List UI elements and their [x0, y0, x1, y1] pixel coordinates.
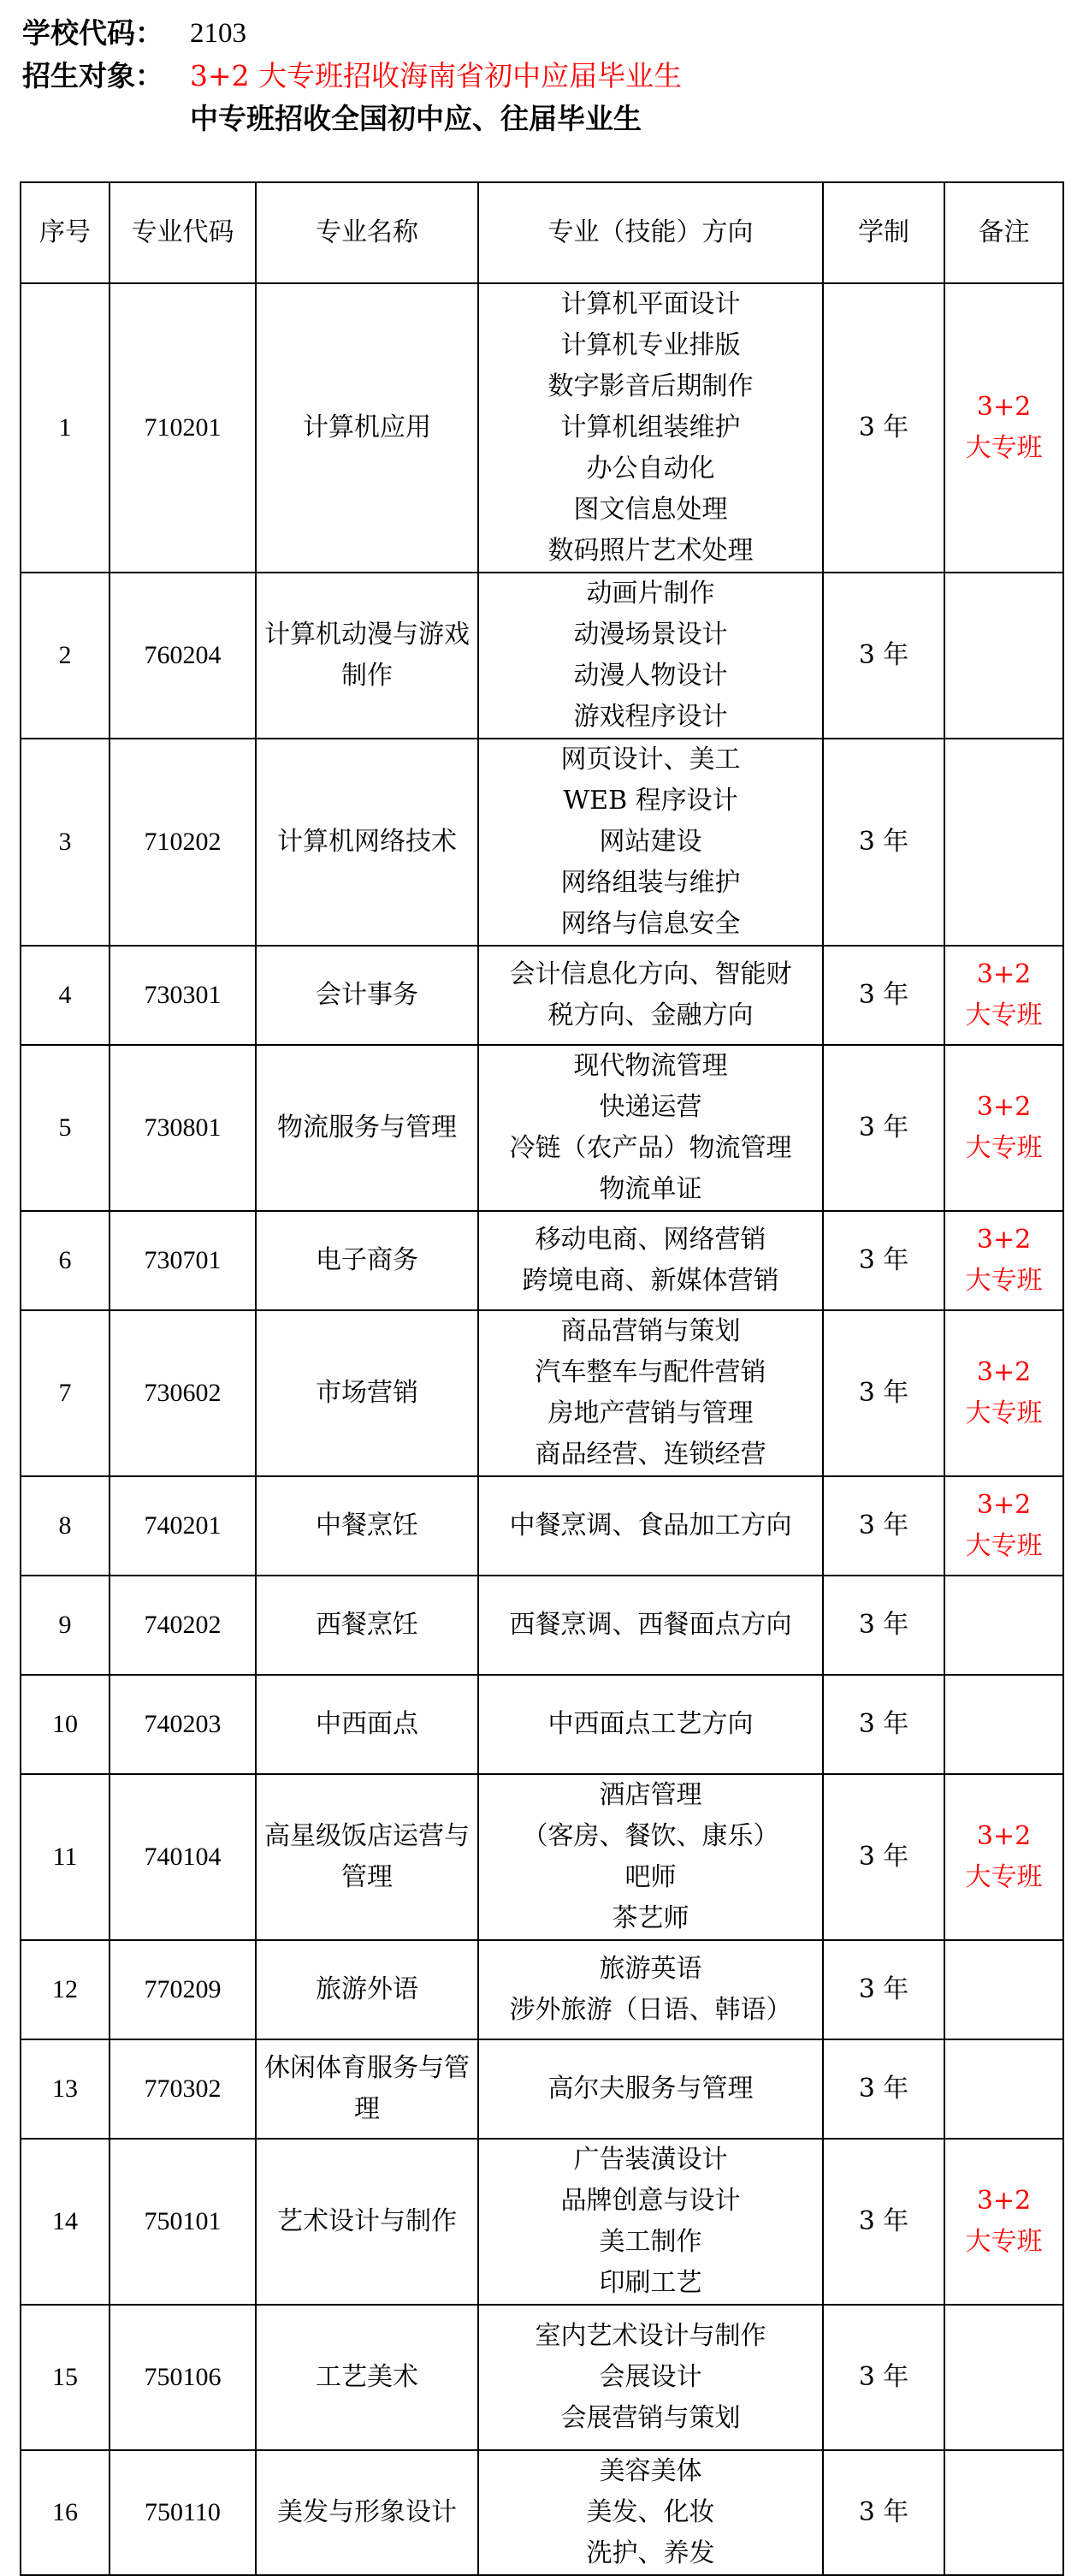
direction-line: 图文信息处理: [573, 495, 728, 525]
table-row: [21, 1940, 1063, 2039]
table-row: [21, 283, 1063, 573]
direction-line: 快递运营: [599, 1092, 702, 1122]
direction-line: 洗护、养发: [586, 2538, 715, 2568]
header-direction: 专业（技能）方向: [478, 182, 823, 283]
cell-no: 13: [21, 2039, 109, 2139]
cell-directions: [478, 573, 823, 739]
target-label: 招生对象：: [22, 59, 163, 92]
cell-duration: 3 年: [823, 2305, 944, 2450]
cell-directions: [478, 1476, 823, 1576]
header-duration: 学制: [823, 182, 944, 283]
cell-duration: 3 年: [823, 1045, 944, 1211]
direction-line: 数字影音后期制作: [547, 371, 754, 401]
direction-line: 吧师: [624, 1862, 677, 1892]
cell-code: 730301: [109, 946, 256, 1045]
cell-directions: [478, 1211, 823, 1310]
direction-line: 网络组装与维护: [560, 868, 741, 898]
school-code-label: 学校代码：: [22, 16, 163, 50]
direction-line: 游戏程序设计: [573, 702, 728, 732]
cell-code: 710201: [109, 283, 256, 573]
cell-directions: [478, 2139, 823, 2305]
cell-name: 旅游外语: [256, 1940, 478, 2039]
direction-line: 计算机平面设计: [560, 289, 741, 319]
target-line-2: 中专班招收全国初中应、往届毕业生: [190, 102, 642, 135]
direction-line: 广告装潢设计: [573, 2145, 728, 2175]
table-row: [21, 1211, 1063, 1310]
cell-duration: 3 年: [823, 739, 944, 946]
note-line: 大专班: [965, 1000, 1043, 1030]
cell-note: [944, 1476, 1063, 1576]
cell-note: [944, 2450, 1063, 2575]
cell-directions: [478, 739, 823, 946]
cell-code: 740202: [109, 1576, 256, 1675]
cell-code: 750110: [109, 2450, 256, 2575]
direction-line: 跨境电商、新媒体营销: [522, 1266, 779, 1296]
cell-duration: 3 年: [823, 283, 944, 573]
table-row: [21, 739, 1063, 946]
direction-line: 会计信息化方向、智能财: [509, 959, 792, 989]
cell-code: 750101: [109, 2139, 256, 2305]
cell-no: 11: [21, 1774, 109, 1940]
cell-name: 物流服务与管理: [256, 1045, 478, 1211]
direction-line: 移动电商、网络营销: [535, 1225, 766, 1255]
cell-code: 730801: [109, 1045, 256, 1211]
table-row: [21, 2139, 1063, 2305]
table-row: [21, 2450, 1063, 2575]
cell-name: 计算机应用: [256, 283, 478, 573]
cell-name: 美发与形象设计: [256, 2450, 478, 2575]
table-row: [21, 1576, 1063, 1675]
note-line: 3+2: [976, 1225, 1032, 1255]
cell-note: [944, 739, 1063, 946]
cell-no: 14: [21, 2139, 109, 2305]
direction-line: 中餐烹调、食品加工方向: [509, 1511, 792, 1540]
header-name: 专业名称: [256, 182, 478, 283]
direction-line: 计算机组装维护: [560, 413, 741, 442]
direction-line: 房地产营销与管理: [547, 1398, 754, 1428]
direction-line: 涉外旅游（日语、韩语）: [509, 1995, 792, 2025]
direction-line: 现代物流管理: [573, 1051, 728, 1081]
cell-no: 15: [21, 2305, 109, 2450]
direction-line: 动漫场景设计: [573, 620, 728, 650]
cell-directions: [478, 1675, 823, 1774]
cell-directions: [478, 2039, 823, 2139]
cell-name: 高星级饭店运营与管理: [256, 1774, 478, 1940]
cell-duration: 3 年: [823, 573, 944, 739]
note-line: 3+2: [976, 2186, 1032, 2216]
target-line-1: 3+2 大专班招收海南省初中应届毕业生: [190, 59, 683, 92]
cell-note: [944, 1211, 1063, 1310]
note-line: 3+2: [976, 392, 1032, 422]
note-line: 大专班: [965, 433, 1043, 463]
direction-line: 商品经营、连锁经营: [535, 1439, 766, 1469]
table-row: [21, 1774, 1063, 1940]
cell-code: 750106: [109, 2305, 256, 2450]
cell-name: 会计事务: [256, 946, 478, 1045]
cell-no: 4: [21, 946, 109, 1045]
note-line: 大专班: [965, 1531, 1043, 1561]
document-header: [22, 12, 682, 140]
cell-no: 9: [21, 1576, 109, 1675]
header-no: 序号: [21, 182, 109, 283]
cell-directions: [478, 2305, 823, 2450]
cell-duration: 3 年: [823, 1476, 944, 1576]
cell-no: 3: [21, 739, 109, 946]
note-line: 3+2: [976, 1821, 1032, 1851]
cell-no: 12: [21, 1940, 109, 2039]
cell-duration: 3 年: [823, 1576, 944, 1675]
direction-line: 茶艺师: [612, 1903, 689, 1933]
direction-line: 酒店管理: [599, 1780, 702, 1810]
cell-name: 休闲体育服务与管理: [256, 2039, 478, 2139]
cell-name: 西餐烹饪: [256, 1576, 478, 1675]
note-line: 3+2: [976, 1490, 1032, 1520]
cell-directions: [478, 1774, 823, 1940]
direction-line: 网页设计、美工: [560, 745, 741, 775]
direction-line: 商品营销与策划: [560, 1316, 741, 1346]
direction-line: 动画片制作: [586, 579, 715, 608]
cell-name: 市场营销: [256, 1310, 478, 1476]
direction-line: 数码照片艺术处理: [547, 536, 754, 566]
cell-no: 8: [21, 1476, 109, 1576]
note-line: 3+2: [976, 1357, 1032, 1387]
table-row: [21, 1675, 1063, 1774]
direction-line: 动漫人物设计: [573, 661, 728, 691]
cell-note: [944, 2305, 1063, 2450]
direction-line: 印刷工艺: [599, 2268, 702, 2298]
cell-duration: 3 年: [823, 1211, 944, 1310]
cell-note: [944, 283, 1063, 573]
cell-name: 电子商务: [256, 1211, 478, 1310]
direction-line: 办公自动化: [586, 454, 715, 484]
cell-name: 中餐烹饪: [256, 1476, 478, 1576]
direction-line: WEB 程序设计: [563, 786, 738, 816]
cell-code: 740104: [109, 1774, 256, 1940]
target-row-2: [22, 98, 682, 140]
cell-duration: 3 年: [823, 2139, 944, 2305]
direction-line: 网络与信息安全: [560, 909, 741, 939]
majors-table: [20, 181, 1064, 2576]
cell-duration: 3 年: [823, 1310, 944, 1476]
direction-line: 税方向、金融方向: [547, 1000, 754, 1030]
school-code-value: 2103: [190, 18, 246, 49]
note-line: 大专班: [965, 1133, 1043, 1163]
table-row: [21, 1476, 1063, 1576]
cell-duration: 3 年: [823, 2450, 944, 2575]
direction-line: （客房、餐饮、康乐）: [522, 1821, 779, 1851]
header-note: 备注: [944, 182, 1063, 283]
direction-line: 美容美体: [599, 2456, 702, 2486]
table-body: [21, 283, 1063, 2575]
cell-note: [944, 2139, 1063, 2305]
cell-directions: [478, 1045, 823, 1211]
table-row: [21, 1310, 1063, 1476]
cell-duration: 3 年: [823, 1940, 944, 2039]
cell-no: 10: [21, 1675, 109, 1774]
table-header-row: [21, 182, 1063, 283]
cell-code: 710202: [109, 739, 256, 946]
cell-directions: [478, 2450, 823, 2575]
cell-no: 6: [21, 1211, 109, 1310]
cell-note: [944, 1675, 1063, 1774]
header-code: 专业代码: [109, 182, 256, 283]
direction-line: 品牌创意与设计: [560, 2186, 741, 2216]
cell-note: [944, 1940, 1063, 2039]
school-code-row: [22, 12, 682, 55]
cell-directions: [478, 1576, 823, 1675]
cell-duration: 3 年: [823, 1675, 944, 1774]
direction-line: 室内艺术设计与制作: [535, 2321, 766, 2351]
cell-no: 16: [21, 2450, 109, 2575]
cell-no: 2: [21, 573, 109, 739]
cell-note: [944, 573, 1063, 739]
note-line: 大专班: [965, 2227, 1043, 2257]
cell-code: 740201: [109, 1476, 256, 1576]
cell-name: 工艺美术: [256, 2305, 478, 2450]
note-line: 大专班: [965, 1862, 1043, 1892]
cell-note: [944, 2039, 1063, 2139]
table-row: [21, 573, 1063, 739]
cell-note: [944, 946, 1063, 1045]
cell-directions: [478, 946, 823, 1045]
direction-line: 计算机专业排版: [560, 330, 741, 360]
cell-no: 7: [21, 1310, 109, 1476]
cell-note: [944, 1045, 1063, 1211]
note-line: 3+2: [976, 1092, 1032, 1122]
cell-name: 计算机动漫与游戏制作: [256, 573, 478, 739]
cell-no: 1: [21, 283, 109, 573]
cell-code: 730602: [109, 1310, 256, 1476]
table-row: [21, 2305, 1063, 2450]
cell-name: 计算机网络技术: [256, 739, 478, 946]
cell-code: 730701: [109, 1211, 256, 1310]
cell-duration: 3 年: [823, 946, 944, 1045]
cell-code: 740203: [109, 1675, 256, 1774]
direction-line: 物流单证: [599, 1174, 702, 1204]
direction-line: 美工制作: [599, 2227, 702, 2257]
cell-duration: 3 年: [823, 2039, 944, 2139]
table-row: [21, 1045, 1063, 1211]
target-row: [22, 55, 682, 98]
cell-code: 770302: [109, 2039, 256, 2139]
note-line: 3+2: [976, 959, 1032, 989]
cell-directions: [478, 283, 823, 573]
table-row: [21, 2039, 1063, 2139]
direction-line: 汽车整车与配件营销: [535, 1357, 766, 1387]
cell-directions: [478, 1310, 823, 1476]
direction-line: 冷链（农产品）物流管理: [509, 1133, 792, 1163]
cell-note: [944, 1310, 1063, 1476]
cell-no: 5: [21, 1045, 109, 1211]
note-line: 大专班: [965, 1266, 1043, 1296]
cell-code: 760204: [109, 573, 256, 739]
direction-line: 会展设计: [599, 2362, 702, 2392]
cell-directions: [478, 1940, 823, 2039]
direction-line: 网站建设: [599, 827, 702, 857]
table-row: [21, 946, 1063, 1045]
note-line: 大专班: [965, 1398, 1043, 1428]
cell-note: [944, 1774, 1063, 1940]
direction-line: 会展营销与策划: [560, 2403, 741, 2433]
direction-line: 旅游英语: [599, 1954, 702, 1984]
direction-line: 中西面点工艺方向: [547, 1709, 754, 1739]
cell-duration: 3 年: [823, 1774, 944, 1940]
direction-line: 美发、化妆: [586, 2497, 715, 2527]
direction-line: 西餐烹调、西餐面点方向: [509, 1610, 792, 1640]
cell-code: 770209: [109, 1940, 256, 2039]
cell-name: 艺术设计与制作: [256, 2139, 478, 2305]
direction-line: 高尔夫服务与管理: [547, 2074, 754, 2104]
cell-name: 中西面点: [256, 1675, 478, 1774]
cell-note: [944, 1576, 1063, 1675]
